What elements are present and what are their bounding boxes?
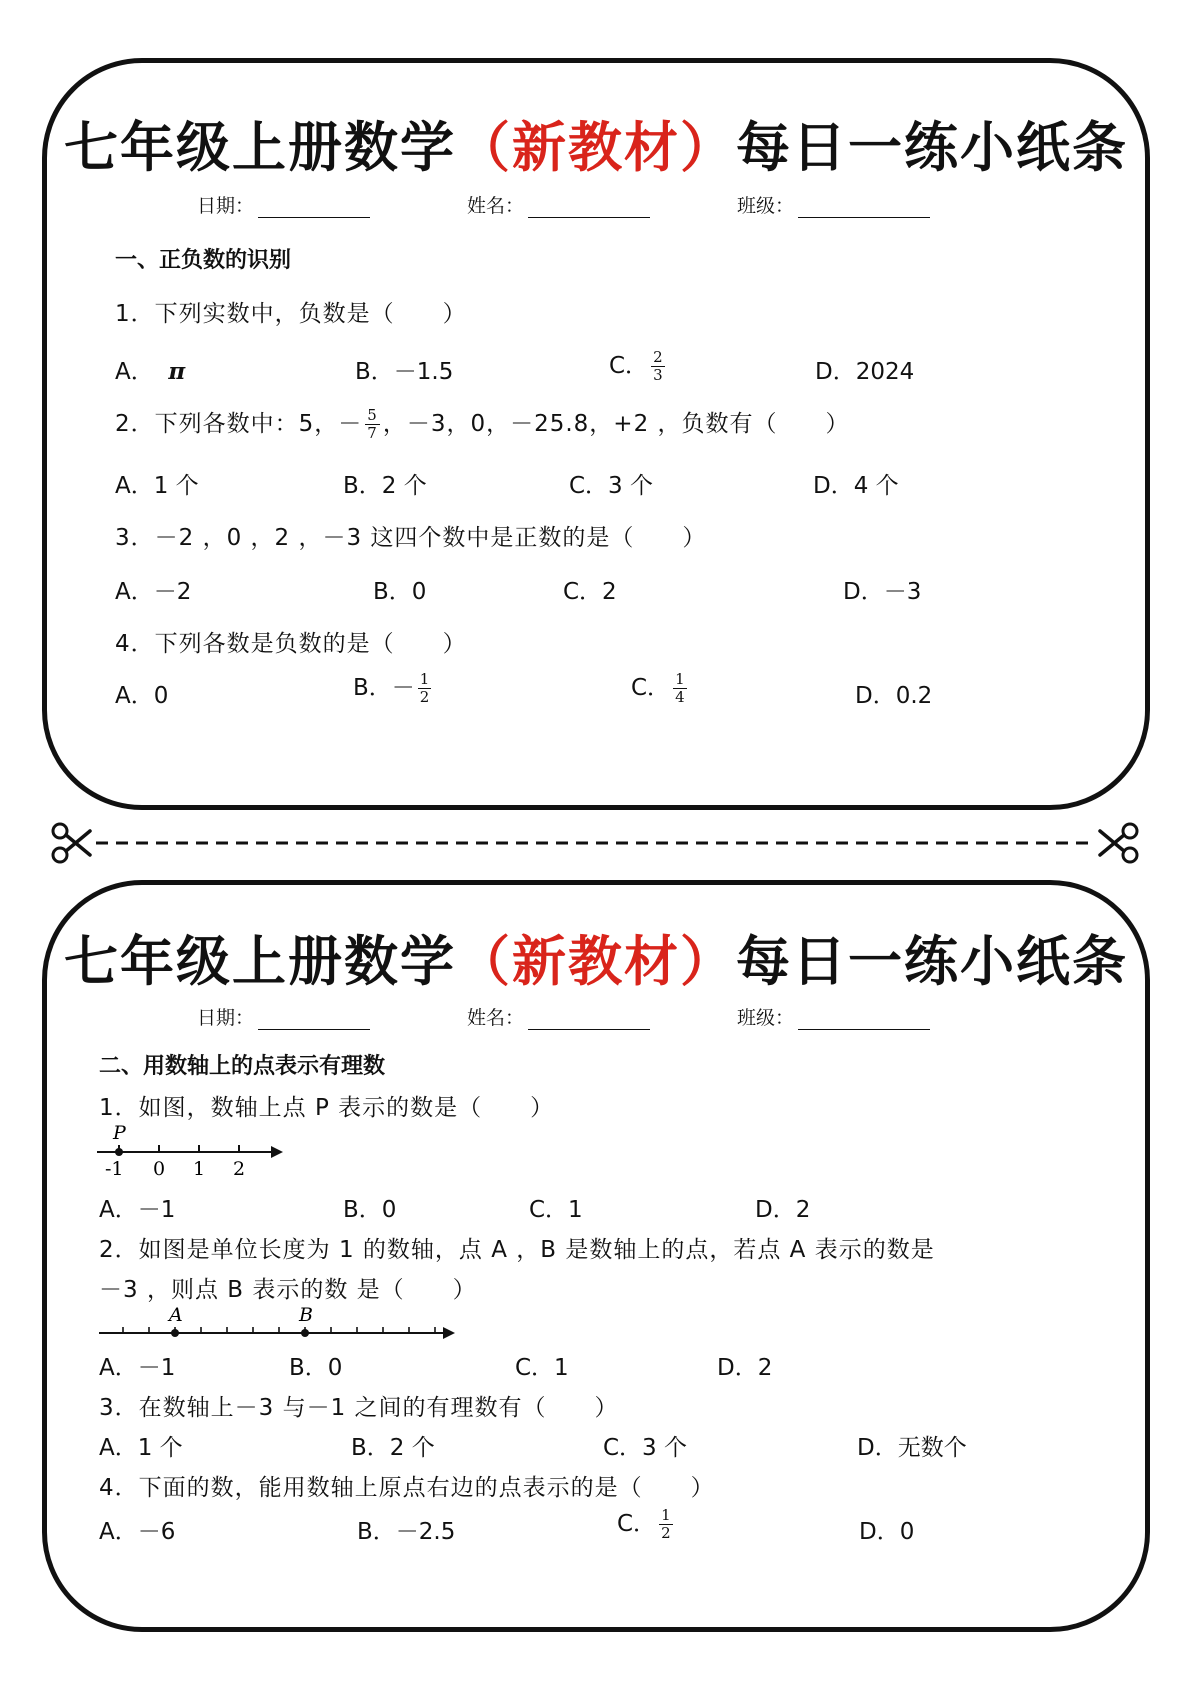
- question-1: 1．如图，数轴上点 P 表示的数是（ ）: [99, 1095, 555, 1121]
- option-b[interactable]: B．－1.5: [355, 359, 454, 385]
- question-2-line-2: －3 ，则点 B 表示的数 是（ ）: [99, 1277, 477, 1303]
- card-title: [47, 105, 1145, 182]
- option-b[interactable]: B．0: [343, 1197, 397, 1223]
- option-a[interactable]: A．1 个: [99, 1435, 183, 1461]
- option-b[interactable]: B．0: [373, 579, 427, 605]
- fraction: $\frac{1}{2}$: [661, 1506, 671, 1542]
- option-d[interactable]: D．0: [859, 1519, 915, 1545]
- option-b[interactable]: B．2 个: [351, 1435, 435, 1461]
- section-heading: 一、正负数的识别: [115, 247, 292, 273]
- fraction: $\frac{5}{7}$: [367, 406, 378, 442]
- class-label: 班级：: [737, 1007, 795, 1029]
- date-blank[interactable]: [258, 197, 370, 218]
- number-line-2: [95, 1299, 465, 1345]
- date-label: 日期：: [197, 195, 255, 217]
- scissors-icon: [1100, 824, 1137, 862]
- option-c[interactable]: C． $\frac{1}{2}$: [617, 1506, 671, 1542]
- point-label: A: [169, 1304, 183, 1326]
- point-label: P: [113, 1125, 126, 1144]
- title-highlight: （新教材）: [456, 929, 736, 993]
- fraction: $\frac{2}{3}$: [653, 348, 663, 384]
- practice-card-1: [42, 58, 1150, 810]
- question-2: 2．下列各数中：5，－ $\frac{5}{7}$ ，－3，0，－25.8，+2 ，负数有（ ）: [115, 406, 850, 442]
- class-field[interactable]: [737, 1003, 930, 1030]
- question-1: 1．下列实数中，负数是（ ）: [115, 301, 467, 327]
- option-b[interactable]: B．0: [289, 1355, 343, 1381]
- tick-label: -1: [105, 1158, 124, 1180]
- question-3: 3．－2 ，0 ，2 ，－3 这四个数中是正数的是（ ）: [115, 525, 707, 551]
- option-a[interactable]: A． π: [115, 358, 186, 385]
- class-field[interactable]: [737, 191, 930, 218]
- title-text: 七年级上册数学: [64, 115, 456, 179]
- option-a[interactable]: A．－6: [99, 1519, 176, 1545]
- option-a[interactable]: A．－2: [115, 579, 192, 605]
- name-field[interactable]: [467, 191, 650, 218]
- option-c[interactable]: C．3 个: [569, 473, 654, 499]
- date-field[interactable]: [197, 1003, 370, 1030]
- name-blank[interactable]: [528, 1009, 650, 1030]
- date-label: 日期：: [197, 1007, 255, 1029]
- point-p: [115, 1148, 123, 1156]
- class-blank[interactable]: [798, 197, 930, 218]
- question-4: 4．下列各数是负数的是（ ）: [115, 631, 467, 657]
- card-title: [47, 919, 1145, 996]
- option-c[interactable]: C．2: [563, 579, 617, 605]
- point-b: [301, 1329, 309, 1337]
- option-b[interactable]: B．－ $\frac{1}{2}$: [353, 670, 430, 706]
- point-label: B: [299, 1304, 313, 1326]
- fraction: $\frac{1}{2}$: [419, 670, 430, 706]
- option-c[interactable]: C．1: [529, 1197, 583, 1223]
- class-label: 班级：: [737, 195, 795, 217]
- option-d[interactable]: D．2024: [815, 359, 915, 385]
- option-c[interactable]: C．3 个: [603, 1435, 688, 1461]
- title-highlight: （新教材）: [456, 115, 736, 179]
- option-c[interactable]: C．1: [515, 1355, 569, 1381]
- option-d[interactable]: D．2: [755, 1197, 811, 1223]
- fraction: $\frac{1}{4}$: [675, 670, 685, 706]
- title-suffix: 每日一练小纸条: [736, 929, 1128, 993]
- class-blank[interactable]: [798, 1009, 930, 1030]
- question-2-line-1: 2．如图是单位长度为 1 的数轴，点 A ，B 是数轴上的点，若点 A 表示的数是: [99, 1237, 935, 1263]
- tick-label: 0: [153, 1158, 166, 1180]
- option-a[interactable]: A．－1: [99, 1355, 176, 1381]
- practice-card-2: [42, 880, 1150, 1632]
- option-c[interactable]: C． $\frac{1}{4}$: [631, 670, 685, 706]
- point-a: [171, 1329, 179, 1337]
- option-d[interactable]: D．无数个: [857, 1435, 967, 1461]
- tick-label: 1: [193, 1158, 206, 1180]
- tick-label: 2: [233, 1158, 246, 1180]
- date-field[interactable]: [197, 191, 370, 218]
- option-a[interactable]: A．0: [115, 683, 169, 709]
- option-a[interactable]: A．－1: [99, 1197, 176, 1223]
- number-line-1: [91, 1125, 291, 1185]
- question-3: 3．在数轴上－3 与－1 之间的有理数有（ ）: [99, 1395, 619, 1421]
- name-field[interactable]: [467, 1003, 650, 1030]
- section-heading: 二、用数轴上的点表示有理数: [99, 1053, 386, 1079]
- name-blank[interactable]: [528, 197, 650, 218]
- date-blank[interactable]: [258, 1009, 370, 1030]
- title-text: 七年级上册数学: [64, 929, 456, 993]
- scissors-icon: [53, 824, 90, 862]
- question-4: 4．下面的数，能用数轴上原点右边的点表示的是（ ）: [99, 1475, 715, 1501]
- option-b[interactable]: B．－2.5: [357, 1519, 456, 1545]
- option-b[interactable]: B．2 个: [343, 473, 427, 499]
- option-d[interactable]: D．2: [717, 1355, 773, 1381]
- title-suffix: 每日一练小纸条: [736, 115, 1128, 179]
- name-label: 姓名：: [467, 1007, 525, 1029]
- option-d[interactable]: D．4 个: [813, 473, 899, 499]
- name-label: 姓名：: [467, 195, 525, 217]
- option-a[interactable]: A．1 个: [115, 473, 199, 499]
- option-d[interactable]: D．－3: [843, 579, 922, 605]
- option-c[interactable]: C． $\frac{2}{3}$: [609, 348, 663, 384]
- cut-line: [0, 818, 1190, 868]
- option-d[interactable]: D．0.2: [855, 683, 933, 709]
